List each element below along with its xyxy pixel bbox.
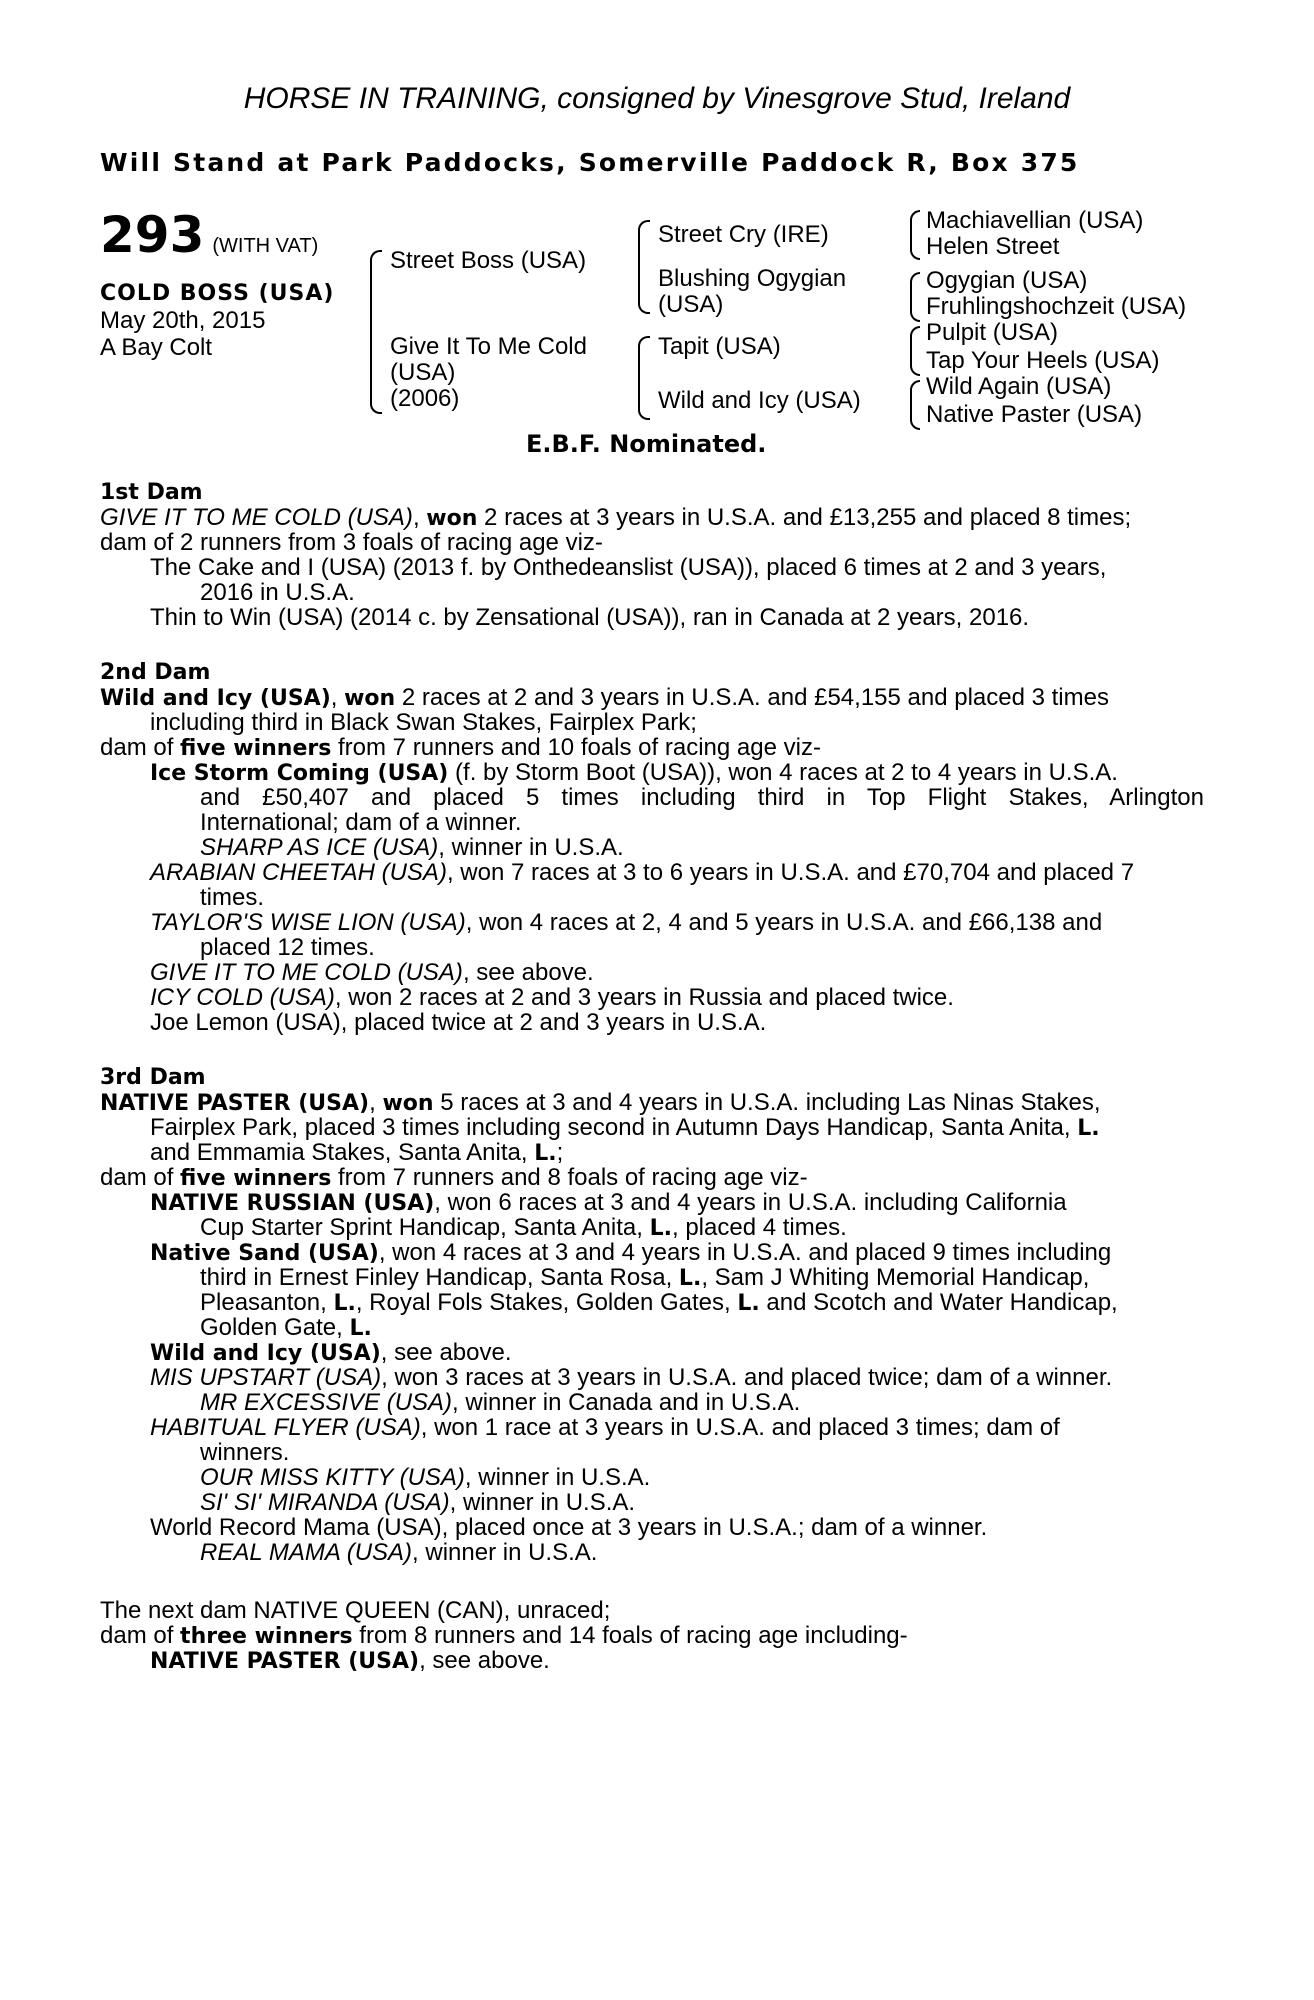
text: , won 2 races at 2 and 3 years in Russia and placed twice. — [334, 984, 954, 1011]
second-dam-heading: 2nd Dam — [100, 660, 211, 685]
horse-name: SI' SI' MIRANDA (USA) — [200, 1489, 450, 1516]
foaling-date: May 20th, 2015 — [100, 307, 266, 334]
horse-name: ARABIAN CHEETAH (USA) — [150, 859, 447, 886]
listed-mark: L. — [678, 1266, 702, 1291]
first-dam-line: 2016 in U.S.A. — [200, 579, 355, 606]
third-dam-line — [200, 1215, 847, 1241]
second-dam-line — [100, 735, 821, 761]
third-dam-line — [200, 1265, 1089, 1291]
horse-name: SHARP AS ICE (USA) — [200, 834, 439, 861]
third-dam-line — [200, 1490, 635, 1515]
text: Golden Gate, — [200, 1314, 350, 1341]
pedigree-brace-1 — [910, 210, 920, 260]
text: Cup Starter Sprint Handicap, Santa Anita, — [200, 1214, 650, 1241]
pedigree-gen3-item: Machiavellian (USA) — [926, 207, 1144, 234]
second-dam-line: placed 12 times. — [200, 934, 375, 961]
text: Fairplex Park, placed 3 times including second in Autumn Days Handicap, Santa Anita, — [150, 1114, 1078, 1141]
horse-name: Wild and Icy (USA) — [150, 1341, 381, 1366]
text: , see above. — [462, 959, 594, 986]
text: dam of — [100, 1164, 181, 1191]
text: from 7 runners and 10 foals of racing age viz- — [331, 734, 821, 761]
pedigree-dam — [390, 334, 587, 412]
pedigree-gen3-item: Native Paster (USA) — [926, 401, 1143, 428]
third-dam-line — [150, 1190, 1067, 1216]
horse-name: REAL MAMA (USA) — [200, 1539, 413, 1566]
pedigree-dam-dam: Wild and Icy (USA) — [658, 387, 861, 414]
text: and Emmamia Stakes, Santa Anita, — [150, 1139, 535, 1166]
horse-details — [100, 280, 334, 361]
text: , Sam J Whiting Memorial Handicap, — [701, 1264, 1090, 1291]
text: and Scotch and Water Handicap, — [759, 1289, 1118, 1316]
pedigree-dam-line: (USA) — [390, 359, 456, 386]
listed-mark: L. — [333, 1291, 356, 1316]
pedigree-sire-dam-line: (USA) — [658, 291, 724, 318]
pedigree-sire-dam-line: Blushing Ogygian — [658, 265, 847, 292]
stabling-location: Will Stand at Park Paddocks, Somerville Paddock R, Box 375 — [100, 148, 1080, 177]
listed-mark: L. — [737, 1291, 760, 1316]
first-dam-heading: 1st Dam — [100, 480, 203, 505]
text: , placed 4 times. — [671, 1214, 847, 1241]
horse-name: Native Sand (USA) — [150, 1241, 379, 1266]
pedigree-dam-line: (2006) — [390, 385, 460, 412]
horse-name: COLD BOSS (USA) — [100, 281, 335, 306]
horse-name: TAYLOR'S WISE LION (USA) — [150, 909, 466, 936]
pedigree-sire-sire: Street Cry (IRE) — [658, 221, 829, 248]
horse-name: NATIVE PASTER (USA) — [100, 1091, 370, 1116]
listed-mark: L. — [349, 1316, 372, 1341]
pedigree-gen3-item: Tap Your Heels (USA) — [926, 347, 1160, 374]
text: (f. by Storm Boot (USA)), won 4 races at 2 to 4 years in U.S.A. — [448, 759, 1118, 786]
horse-name: OUR MISS KITTY (USA) — [200, 1464, 465, 1491]
text: dam of — [100, 1622, 181, 1649]
next-dam-line: The next dam NATIVE QUEEN (CAN), unraced; — [100, 1597, 611, 1624]
third-dam-line: NATIVE PASTER (USA), won 5 races at 3 and 4 years in U.S.A. including Las Ninas Stakes, — [100, 1089, 1101, 1116]
third-dam-line — [100, 1165, 808, 1191]
text: from 7 runners and 8 foals of racing age viz- — [331, 1164, 808, 1191]
third-dam-line — [150, 1140, 563, 1166]
horse-name: GIVE IT TO ME COLD (USA) — [150, 959, 463, 986]
pedigree-brace-sire — [638, 220, 650, 314]
second-dam-line — [150, 760, 1118, 786]
pedigree-gen3-item: Ogygian (USA) — [926, 267, 1088, 294]
second-dam-line — [200, 835, 624, 860]
text: , winner in U.S.A. — [438, 834, 624, 861]
text: , see above. — [419, 1647, 550, 1674]
winners-count: three winners — [180, 1624, 353, 1649]
horse-name: Ice Storm Coming (USA) — [150, 761, 449, 786]
third-dam-line — [150, 1240, 1111, 1266]
ebf-nominated: E.B.F. Nominated. — [526, 430, 767, 458]
second-dam-line — [150, 960, 594, 985]
second-dam-line: International; dam of a winner. — [200, 809, 522, 836]
third-dam-line: winners. — [200, 1439, 290, 1466]
first-dam-line: GIVE IT TO ME COLD (USA), won 2 races at 3 years in U.S.A. and £13,255 and placed 8 times; — [100, 504, 1132, 531]
pedigree-gen3-item: Wild Again (USA) — [926, 373, 1112, 400]
text: , winner in U.S.A. — [464, 1464, 651, 1491]
text: , won 4 races at 2, 4 and 5 years in U.S.A. and £66,138 and — [465, 909, 1103, 936]
pedigree-gen3 — [926, 208, 1186, 428]
text: 5 races at 3 and 4 years in U.S.A. including Las Ninas Stakes, — [433, 1089, 1101, 1116]
pedigree-brace-dam — [638, 336, 650, 420]
second-dam-line: Joe Lemon (USA), placed twice at 2 and 3 years in U.S.A. — [150, 1009, 767, 1036]
pedigree-brace-4 — [910, 380, 920, 430]
horse-name: NATIVE PASTER (USA) — [150, 1649, 420, 1674]
second-dam-line: times. — [200, 884, 265, 911]
text: , won 6 races at 3 and 4 years in U.S.A. including California — [434, 1189, 1067, 1216]
pedigree-gen3-item: Helen Street — [926, 233, 1060, 260]
second-dam-line: Wild and Icy (USA), won 2 races at 2 and 3 years in U.S.A. and £54,155 and placed 3 times — [100, 684, 1109, 711]
third-dam-line — [200, 1290, 1118, 1316]
text: ; — [556, 1139, 564, 1166]
listed-mark: L. — [649, 1216, 672, 1241]
won-label: won — [344, 686, 396, 711]
pedigree-brace-main — [370, 250, 382, 414]
third-dam-line — [150, 1115, 1100, 1141]
text: , winner in U.S.A. — [449, 1489, 636, 1516]
horse-description: A Bay Colt — [100, 334, 213, 361]
third-dam-line — [150, 1415, 1060, 1440]
text: 2 races at 3 years in U.S.A. and £13,255 and placed 8 times; — [477, 504, 1132, 531]
text: , see above. — [380, 1339, 512, 1366]
lot-number: 293 — [100, 206, 205, 264]
text: , winner in U.S.A. — [412, 1539, 598, 1566]
pedigree-gen3-item: Pulpit (USA) — [926, 319, 1059, 346]
text: from 8 runners and 14 foals of racing age including- — [352, 1622, 908, 1649]
text: , won 4 races at 3 and 4 years in U.S.A. and placed 9 times including — [378, 1239, 1112, 1266]
horse-name: HABITUAL FLYER (USA) — [150, 1414, 421, 1441]
horse-name: GIVE IT TO ME COLD (USA) — [100, 504, 413, 531]
winners-count: five winners — [180, 1166, 332, 1191]
second-dam-line: including third in Black Swan Stakes, Fairplex Park; — [150, 709, 697, 736]
third-dam-heading: 3rd Dam — [100, 1065, 206, 1090]
third-dam-line — [200, 1465, 650, 1490]
listed-mark: L. — [1077, 1116, 1100, 1141]
won-label: won — [382, 1091, 434, 1116]
third-dam-line: World Record Mama (USA), placed once at 3 years in U.S.A.; dam of a winner. — [150, 1514, 988, 1541]
pedigree-brace-2 — [910, 272, 920, 322]
vat-note: (WITH VAT) — [212, 235, 319, 257]
listed-mark: L. — [534, 1141, 557, 1166]
won-label: won — [426, 506, 478, 531]
winners-count: five winners — [180, 736, 332, 761]
second-dam-line — [150, 860, 1134, 885]
third-dam-line — [150, 1365, 1112, 1390]
pedigree-dam-line: Give It To Me Cold — [390, 333, 587, 360]
first-dam-line: The Cake and I (USA) (2013 f. by Onthedeanslist (USA)), placed 6 times at 2 and 3 years, — [150, 554, 1107, 581]
text: third in Ernest Finley Handicap, Santa Rosa, — [200, 1264, 679, 1291]
text: , won 1 race at 3 years in U.S.A. and placed 3 times; dam of — [420, 1414, 1060, 1441]
horse-name: NATIVE RUSSIAN (USA) — [150, 1191, 435, 1216]
text: , winner in Canada and in U.S.A. — [452, 1389, 801, 1416]
pedigree-sire: Street Boss (USA) — [390, 247, 587, 274]
pedigree-brace-3 — [910, 326, 920, 376]
text: , won 7 races at 3 to 6 years in U.S.A. and £70,704 and placed 7 — [446, 859, 1135, 886]
catalogue-heading: HORSE IN TRAINING, consigned by Vinesgrove Stud, Ireland — [243, 82, 1071, 115]
pedigree-dam-sire: Tapit (USA) — [658, 333, 781, 360]
text: Pleasanton, — [200, 1289, 334, 1316]
third-dam-line — [150, 1340, 512, 1366]
third-dam-line — [200, 1540, 597, 1565]
horse-name: Wild and Icy (USA) — [100, 686, 331, 711]
text: 2 races at 2 and 3 years in U.S.A. and £54,155 and placed 3 times — [395, 684, 1109, 711]
third-dam-line — [200, 1390, 800, 1415]
next-dam-line — [150, 1648, 550, 1674]
second-dam-line: and £50,407 and placed 5 times including third in Top Flight Stakes, Arlington — [200, 784, 1204, 811]
next-dam-line — [100, 1623, 908, 1649]
text: , won 3 races at 3 years in U.S.A. and placed twice; dam of a winner. — [381, 1364, 1113, 1391]
pedigree-sire-dam — [658, 266, 846, 318]
second-dam-line — [150, 985, 954, 1010]
lot-number-block — [100, 206, 318, 264]
horse-name: MIS UPSTART (USA) — [150, 1364, 382, 1391]
third-dam-line — [200, 1315, 372, 1341]
first-dam-line: dam of 2 runners from 3 foals of racing age viz- — [100, 529, 603, 556]
text: dam of — [100, 734, 181, 761]
horse-name: MR EXCESSIVE (USA) — [200, 1389, 453, 1416]
second-dam-line — [150, 910, 1102, 935]
pedigree-gen3-item: Fruhlingshochzeit (USA) — [926, 293, 1187, 320]
text: , Royal Fols Stakes, Golden Gates, — [355, 1289, 738, 1316]
horse-name: ICY COLD (USA) — [150, 984, 335, 1011]
first-dam-line: Thin to Win (USA) (2014 c. by Zensational (USA)), ran in Canada at 2 years, 2016. — [150, 604, 1030, 631]
